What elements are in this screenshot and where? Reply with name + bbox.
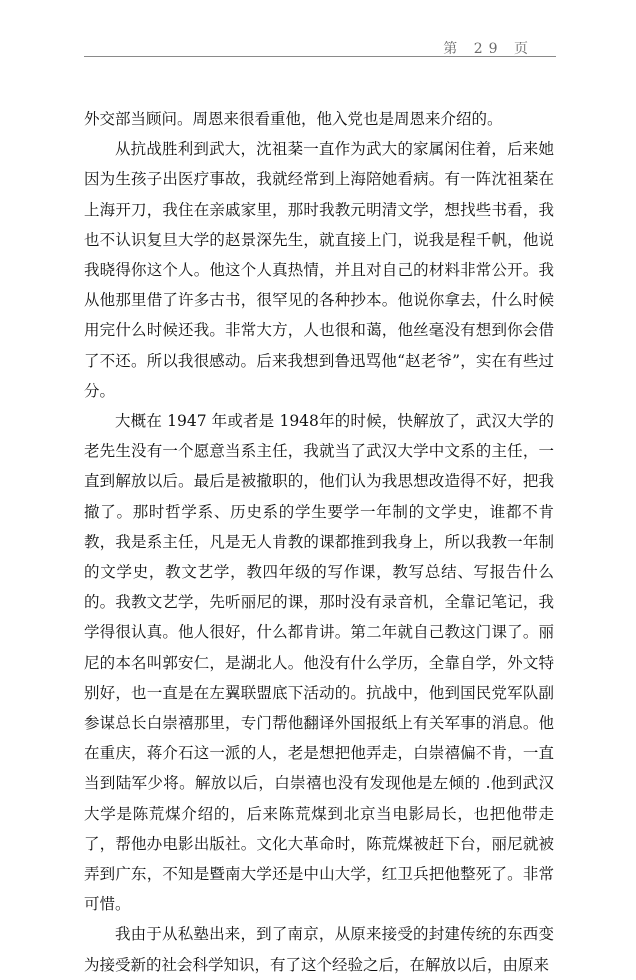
paragraph: 外交部当顾问。周恩来很看重他，他入党也是周恩来介绍的。	[84, 110, 503, 128]
page-header	[84, 16, 556, 57]
paragraph: 我由于从私塾出来，到了南京，从原来接受的封建传统的东西变为接受新的社会科学知识，有了这个经验之后，在解放以后，由原来	[84, 925, 554, 974]
paragraph: 从抗战胜利到武大，沈祖棻一直作为武大的家属闲住着，后来她因为生孩子出医疗事故，我就经常到上海陪她看病。有一阵沈祖棻在上海开刀，我住在亲戚家里，那时我教元明清文学，想找些书看，我也不认识复旦大学的赵景深先生，就直接上门，说我是程千帆，他说我晓得你这个人。他这个人真热情，并且对自己的材料非常公开。我从他那里借了许多古书，很罕见的各种抄本。他说你拿去，什么时候用完什么时候还我。非常大方，人也很和蔼，他丝毫没有想到你会借了不还。所以我很感动。后来我想到鲁迅骂他“赵老爷”，实在有些过分。	[84, 140, 554, 400]
paragraph: 大概在 1947 年或者是 1948年的时候，快解放了，武汉大学的老先生没有一个愿意当系主任，我就当了武汉大学中文系的主任，一直到解放以后。最后是被撤职的，他们认为我思想改造得不好，把我撤了。那时哲学系、历史系的学生要学一年制的文学史，谁都不肯教，我是系主任，凡是无人肯教的课都推到我身上，所以我教一年制的文学史，教文艺学，教四年级的写作课，教写总结、写报告什么的。我教文艺学，先听丽尼的课，那时没有录音机，全靠记笔记，我学得很认真。他人很好，什么都肯讲。第二年就自己教这门课了。丽尼的本名叫郭安仁，是湖北人。他没有什么学历，全靠自学，外文特别好，也一直是在左翼联盟底下活动的。抗战中，他到国民党军队副参谋总长白崇禧那里，专门帮他翻译外国报纸上有关军事的消息。他在重庆，蒋介石这一派的人，老是想把他弄走，白崇禧偏不肯，一直当到陆军少将。解放以后，白崇禧也没有发现他是左倾的 .他到武汉大学是陈荒煤介绍的，后来陈荒煤到北京当电影局长，也把他带走了，帮他办电影出版社。文化大革命时，陈荒煤被赶下台，丽尼就被弄到广东，不知是暨南大学还是中山大学，红卫兵把他整死了。非常可惜。	[84, 412, 554, 914]
body-text	[84, 104, 554, 980]
page-number: 第 29 页	[443, 41, 534, 57]
